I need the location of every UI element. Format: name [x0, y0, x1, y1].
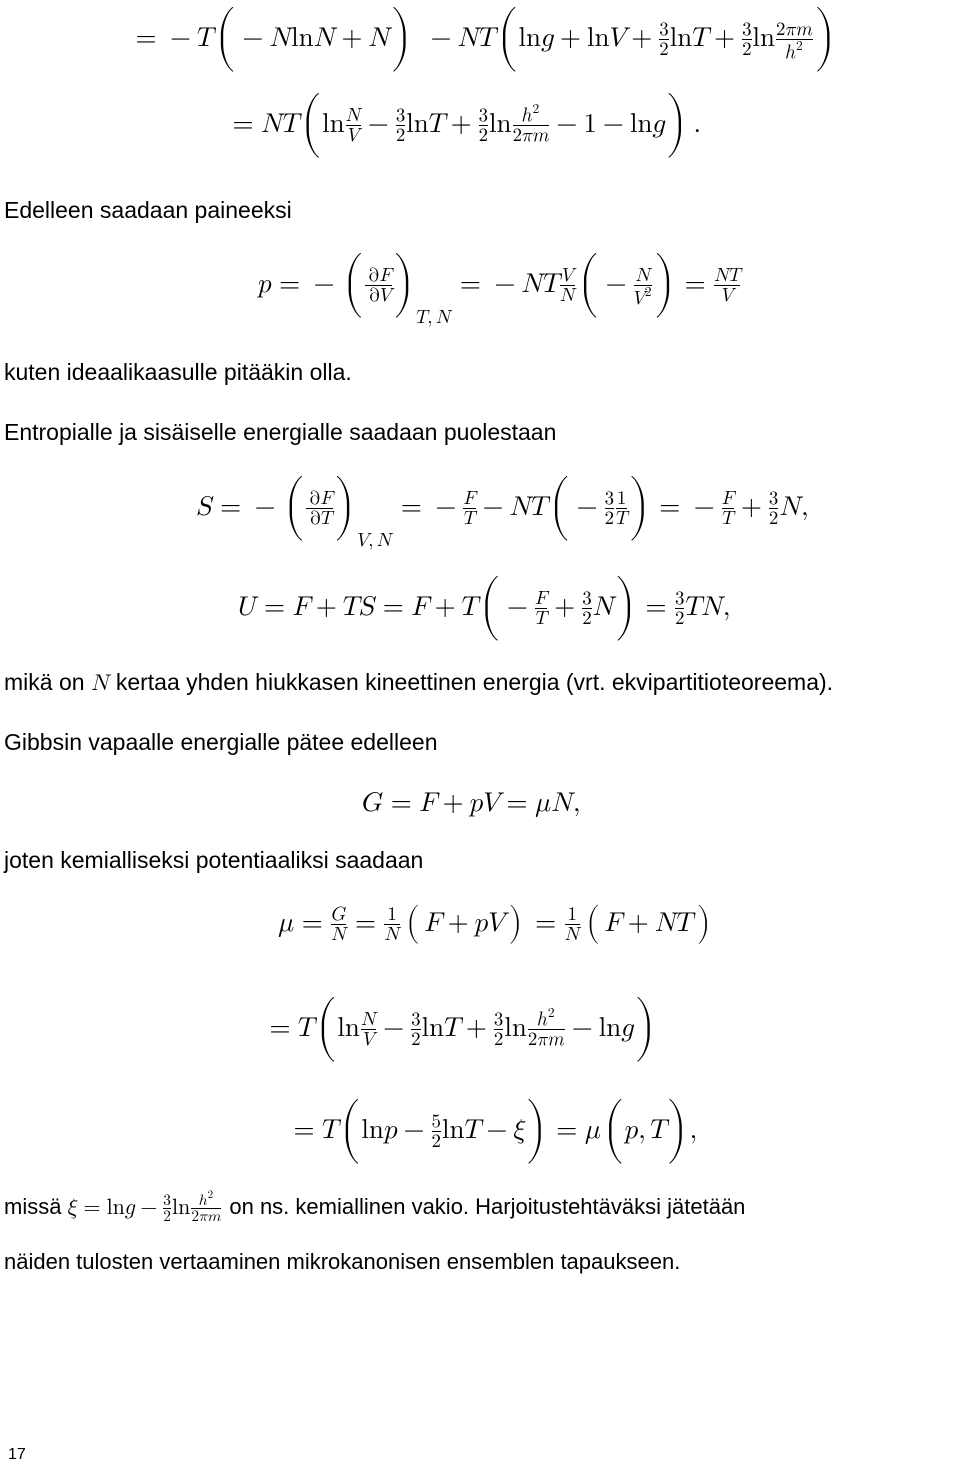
equation-gibbs: 𝐺 = F + p V = μ N ,	[362, 790, 581, 817]
equation-chemical-potential-line-1: 𝜇 = G 𝑁 = 1 𝑁 ( F + p V ) = 1 𝑁 ( F + N T )	[278, 905, 703, 945]
paragraph-pressure-intro: Edelleen saadaan paineeksi	[4, 197, 292, 223]
text-segment: mikä on	[4, 669, 85, 695]
text-segment: on ns. kemiallinen vakio. Harjoitustehtäväksi jätetään	[229, 1193, 746, 1219]
paragraph-chemical-constant	[4, 1190, 746, 1225]
equation-entropy: 𝑆 = − ( ∂ F ∂ T ) 𝑉 , N = − F 𝑇 − N T ( − 3 2 1 𝑇 ) = − F 𝑇 + 3 2 N ,	[196, 477, 809, 551]
page-number: 17	[8, 1446, 26, 1463]
paragraph-ideal-gas: kuten ideaalikaasulle pitääkin olla.	[4, 359, 352, 385]
symbol-N: N	[90, 672, 110, 695]
text-segment: missä	[4, 1193, 62, 1219]
equation-free-energy-line-1: = − T ( − N ln N + N ) − N T ( ln g + ln V + 3 2 ln T + 3 2 ln 2 π m ℎ 2 )	[135, 8, 825, 62]
equation-pressure: 𝑝 = − ( ∂ F ∂ V ) 𝑇 , N = − N T V 𝑁 ( − N 𝑉 2 ) = N T 𝑉	[258, 254, 741, 328]
paragraph-entropy-intro: Entropialle ja sisäiselle energialle saadaan puolestaan	[4, 419, 557, 445]
equation-chemical-potential-line-3: = T ( ln p − 5 2 ln T − ξ ) = μ ( 𝑝 , T ) ,	[293, 1100, 698, 1152]
paragraph-exercise: näiden tulosten vertaaminen mikrokanonisen ensemblen tapaukseen.	[4, 1249, 681, 1274]
equation-internal-energy: 𝑈 = F + T S = F + T ( − F 𝑇 + 3 2 N ) = 3 2 T N ,	[238, 577, 731, 629]
text-segment: kertaa yhden hiukkasen kineettinen energia (vrt. ekvipartitioteoreema).	[115, 669, 834, 695]
equation-chemical-potential-line-2: = T ( ln N 𝑉 − 3 2 ln T + 3 2 ln h 2 2 π m − ln g )	[269, 998, 645, 1050]
paragraph-gibbs-intro: Gibbsin vapaalle energialle pätee edelleen	[4, 729, 438, 755]
paragraph-chemical-potential-intro: joten kemialliseksi potentiaaliksi saadaan	[4, 847, 424, 873]
inline-equation-xi: ξ = ln g − 3 2 ln h 2 2 π m	[67, 1190, 222, 1225]
paragraph-kinetic-energy	[4, 669, 833, 698]
equation-free-energy-line-2: = N T ( ln N 𝑉 − 3 2 ln T + 3 2 ln h 2 2 π m − 1 − ln g ) .	[232, 94, 701, 146]
